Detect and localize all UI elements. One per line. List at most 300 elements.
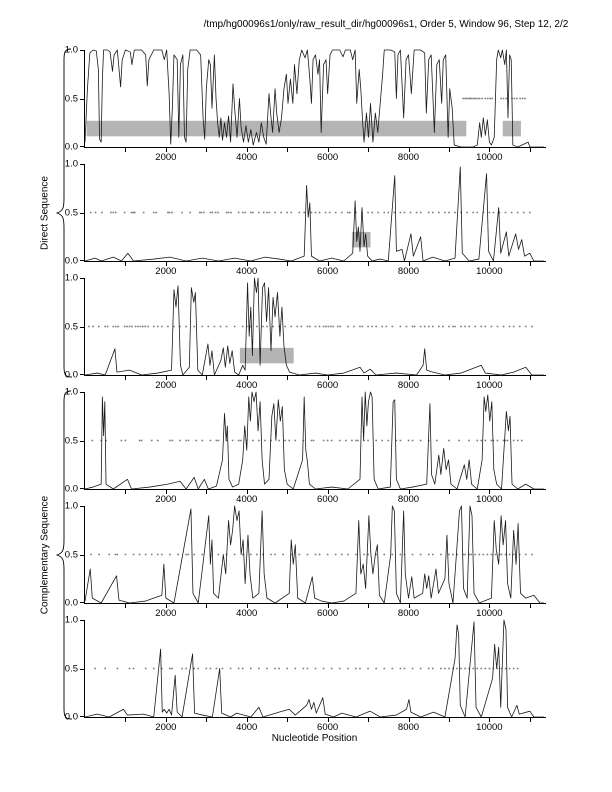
codon-mark [151,440,153,442]
codon-mark [206,668,208,670]
codon-mark [161,326,163,328]
codon-mark [315,326,317,328]
codon-mark [387,440,389,442]
codon-mark [131,212,133,214]
x-tick-label: 2000 [155,722,177,733]
codon-mark [359,326,361,328]
codon-mark [476,668,478,670]
x-tick [206,604,207,608]
codon-mark [294,440,296,442]
codon-mark [319,326,321,328]
predicted-gene-bar [503,121,521,137]
codon-mark [307,554,309,556]
x-tick [206,376,207,380]
x-tick-label: 6000 [317,152,339,163]
codon-mark [507,440,509,442]
panel-1-direct [64,44,546,163]
codon-mark [278,668,280,670]
codon-mark [480,668,482,670]
codon-mark [307,668,309,670]
codon-mark [503,326,505,328]
x-tick [449,490,450,494]
codon-mark [371,326,373,328]
codon-mark [238,668,240,670]
codon-mark [412,440,414,442]
codon-mark [355,440,357,442]
codon-mark [137,326,139,328]
trace-plot [85,278,546,375]
x-tick-label: 10000 [476,722,503,733]
codon-mark [375,326,377,328]
codon-mark [481,98,483,100]
codon-mark [428,326,430,328]
codon-mark [124,212,126,214]
x-tick-label: 6000 [317,608,339,619]
codon-mark [107,326,109,328]
codon-mark [448,212,450,214]
codon-mark [357,440,359,442]
codon-mark [444,212,446,214]
x-tick [449,262,450,266]
codon-mark [416,212,418,214]
predicted-gene-bar [352,232,371,248]
codon-mark [509,668,511,670]
codon-mark [497,440,499,442]
y-tick [80,99,84,100]
codon-mark [212,212,214,214]
panel-6-complementary [64,614,546,733]
codon-mark [483,554,485,556]
codon-mark [101,212,103,214]
codon-mark [406,326,408,328]
codon-mark [347,668,349,670]
panel-3-direct [64,272,546,391]
codon-mark [234,554,236,556]
y-tick-label: 1.0 [64,500,78,512]
codon-mark [491,326,493,328]
codon-mark [90,554,92,556]
codon-mark [517,668,519,670]
y-tick-label: 1.0 [64,44,78,56]
y-tick-label: 0.5 [64,206,78,218]
codon-mark [448,440,450,442]
codon-mark [400,668,402,670]
codon-mark [392,326,394,328]
codon-mark [489,212,491,214]
codon-mark [472,212,474,214]
codon-mark [185,554,187,556]
codon-mark [331,440,333,442]
codon-mark [167,212,169,214]
codon-mark [428,212,430,214]
codon-mark [438,212,440,214]
codon-mark [117,554,119,556]
codon-mark [339,668,341,670]
codon-mark [404,212,406,214]
codon-mark [104,668,106,670]
codon-mark [454,326,456,328]
codon-mark [92,326,94,328]
codon-mark [473,98,475,100]
codon-mark [230,212,232,214]
codon-mark [513,668,515,670]
codon-mark [129,326,131,328]
codon-mark [232,440,234,442]
codon-mark [381,326,383,328]
codon-mark [420,212,422,214]
x-tick [206,262,207,266]
codon-mark [301,326,303,328]
codon-mark [311,212,313,214]
codon-mark [400,326,402,328]
codon-mark [511,212,513,214]
codon-mark [286,212,288,214]
codon-mark [485,440,487,442]
x-tick [530,148,531,152]
codon-mark [181,212,183,214]
codon-mark [258,668,260,670]
codon-mark [284,440,286,442]
x-tick [287,376,288,380]
x-tick-label: 10000 [476,266,503,277]
codon-mark [491,554,493,556]
codon-mark [489,668,491,670]
codon-mark [420,440,422,442]
codon-mark [220,326,222,328]
codon-mark [280,212,282,214]
codon-mark [485,668,487,670]
codon-mark [381,440,383,442]
codon-mark [278,440,280,442]
codon-mark [242,212,244,214]
y-tick-label: 0.0 [64,141,78,153]
codon-mark [475,98,477,100]
trace-plot [85,506,546,603]
y-tick-label: 0.0 [64,711,78,723]
codon-mark [250,554,252,556]
codon-mark [286,668,288,670]
y-tick-label: 0.0 [64,369,78,381]
codon-mark [424,326,426,328]
codon-mark [487,98,489,100]
codon-mark [234,326,236,328]
codon-mark [466,212,468,214]
codon-mark [201,440,203,442]
codon-mark [167,326,169,328]
probability-trace [85,392,544,489]
x-tick [530,604,531,608]
codon-mark [226,326,228,328]
codon-mark [230,668,232,670]
x-tick-label: 4000 [236,608,258,619]
x-tick-label: 2000 [155,152,177,163]
codon-mark [218,554,220,556]
codon-mark [420,668,422,670]
codon-mark [347,554,349,556]
x-tick [206,718,207,722]
codon-mark [214,326,216,328]
codon-mark [345,440,347,442]
codon-mark [476,440,478,442]
x-tick-label: 2000 [155,380,177,391]
codon-mark [519,98,521,100]
codon-mark [428,668,430,670]
codon-mark [335,554,337,556]
codon-mark [121,440,123,442]
codon-mark [252,440,254,442]
y-tick-label: 0.0 [64,255,78,267]
codon-mark [323,440,325,442]
codon-mark [266,326,268,328]
codon-mark [325,326,327,328]
codon-mark [436,440,438,442]
codon-mark [244,212,246,214]
codon-mark [353,326,355,328]
panel-4-complementary [64,386,546,505]
codon-mark [135,326,137,328]
codon-mark [438,326,440,328]
direct-sequence-label: Direct Sequence [39,176,51,250]
codon-mark [383,668,385,670]
codon-mark [181,668,183,670]
codon-mark [323,668,325,670]
y-tick [80,716,84,717]
codon-mark [153,326,155,328]
codon-mark [497,326,499,328]
probability-trace [85,167,544,261]
codon-mark [91,440,93,442]
codon-mark [491,440,493,442]
panel-5-complementary [64,500,546,619]
codon-mark [282,554,284,556]
codon-mark [513,326,515,328]
x-tick [125,148,126,152]
codon-mark [480,440,482,442]
x-tick [449,376,450,380]
codon-mark [303,212,305,214]
codon-mark [428,554,430,556]
codon-mark [266,668,268,670]
codon-mark [485,326,487,328]
x-tick [368,718,369,722]
codon-mark [329,212,331,214]
x-tick [287,718,288,722]
y-tick-label: 0.5 [64,548,78,560]
codon-mark [141,440,143,442]
codon-mark [440,554,442,556]
codon-mark [464,668,466,670]
y-tick-label: 0.0 [64,483,78,495]
x-tick-label: 10000 [476,608,503,619]
codon-mark [210,440,212,442]
codon-mark [217,212,219,214]
codon-mark [505,668,507,670]
codon-mark [487,554,489,556]
codon-mark [514,98,516,100]
codon-mark [238,440,240,442]
codon-mark [157,326,159,328]
codon-mark [400,212,402,214]
codon-mark [464,554,466,556]
codon-mark [392,668,394,670]
y-tick [80,506,84,507]
x-tick [449,718,450,722]
codon-mark [266,212,268,214]
codon-mark [201,326,203,328]
codon-mark [193,554,195,556]
x-tick-label: 2000 [155,494,177,505]
codon-mark [115,326,117,328]
y-tick-label: 0.5 [64,662,78,674]
codon-mark [501,554,503,556]
codon-mark [351,440,353,442]
x-tick [287,604,288,608]
codon-mark [513,440,515,442]
codon-mark [226,212,228,214]
codon-mark [517,212,519,214]
x-tick-label: 10000 [476,380,503,391]
x-tick-label: 10000 [476,152,503,163]
y-tick [80,260,84,261]
codon-mark [262,326,264,328]
codon-mark [394,212,396,214]
codon-mark [112,326,114,328]
codon-mark [131,326,133,328]
x-tick-label: 6000 [317,380,339,391]
codon-mark [456,668,458,670]
codon-mark [460,668,462,670]
codon-mark [263,212,265,214]
codon-mark [319,554,321,556]
x-tick [287,490,288,494]
y-tick [80,392,84,393]
codon-mark [193,668,195,670]
codon-mark [468,326,470,328]
codon-mark [383,554,385,556]
codon-mark [327,440,329,442]
codon-mark [328,326,330,328]
y-tick-label: 1.0 [64,158,78,170]
codon-mark [339,440,341,442]
codon-mark [218,440,220,442]
codon-mark [448,554,450,556]
codon-mark [503,440,505,442]
y-tick [80,50,84,51]
x-tick [530,490,531,494]
codon-mark [477,98,479,100]
codon-mark [392,554,394,556]
trace-plot [85,164,546,261]
codon-mark [367,668,369,670]
codon-mark [252,212,254,214]
codon-mark [387,212,389,214]
codon-mark [157,554,159,556]
codon-mark [195,440,197,442]
codon-mark [311,440,313,442]
codon-mark [274,212,276,214]
codon-mark [242,326,244,328]
x-tick [125,262,126,266]
codon-mark [367,440,369,442]
codon-mark [524,98,526,100]
codon-mark [169,212,171,214]
codon-mark [323,326,325,328]
codon-mark [185,326,187,328]
x-tick [125,718,126,722]
codon-mark [250,668,252,670]
codon-mark [385,326,387,328]
codon-mark [491,98,493,100]
codon-mark [359,668,361,670]
codon-mark [153,668,155,670]
x-tick-label: 8000 [397,266,420,277]
codon-mark [274,668,276,670]
codon-mark [440,668,442,670]
codon-mark [362,326,364,328]
trace-plot [85,392,546,489]
y-tick-label: 1.0 [64,272,78,284]
x-tick [449,604,450,608]
codon-mark [171,668,173,670]
codon-mark [375,668,377,670]
codon-mark [169,440,171,442]
y-tick [80,602,84,603]
codon-mark [133,668,135,670]
codon-mark [201,554,203,556]
codon-mark [420,326,422,328]
codon-mark [274,554,276,556]
x-tick [530,376,531,380]
x-tick [530,718,531,722]
codon-mark [458,440,460,442]
y-tick-label: 0.0 [64,597,78,609]
x-tick-label: 8000 [397,494,420,505]
codon-mark [151,554,153,556]
y-tick-label: 0.5 [64,320,78,332]
codon-mark [432,326,434,328]
codon-mark [290,212,292,214]
x-tick [125,604,126,608]
codon-mark [460,326,462,328]
codon-mark [90,212,92,214]
codon-mark [470,554,472,556]
trace-plot [85,50,546,147]
predicted-gene-bar [87,121,467,137]
codon-mark [470,98,472,100]
codon-mark [509,554,511,556]
codon-mark [177,554,179,556]
codon-mark [117,326,119,328]
codon-mark [503,98,505,100]
codon-mark [129,668,131,670]
codon-mark [432,212,434,214]
codon-mark [95,212,97,214]
codon-mark [412,668,414,670]
y-tick [80,441,84,442]
x-tick-label: 2000 [155,266,177,277]
codon-mark [215,212,217,214]
codon-mark [516,98,518,100]
x-tick-label: 4000 [236,494,258,505]
x-tick-label: 4000 [236,722,258,733]
codon-mark [315,212,317,214]
y-tick [80,327,84,328]
codon-mark [493,212,495,214]
codon-mark [284,326,286,328]
codon-mark [172,440,174,442]
codon-mark [404,668,406,670]
codon-mark [489,98,491,100]
